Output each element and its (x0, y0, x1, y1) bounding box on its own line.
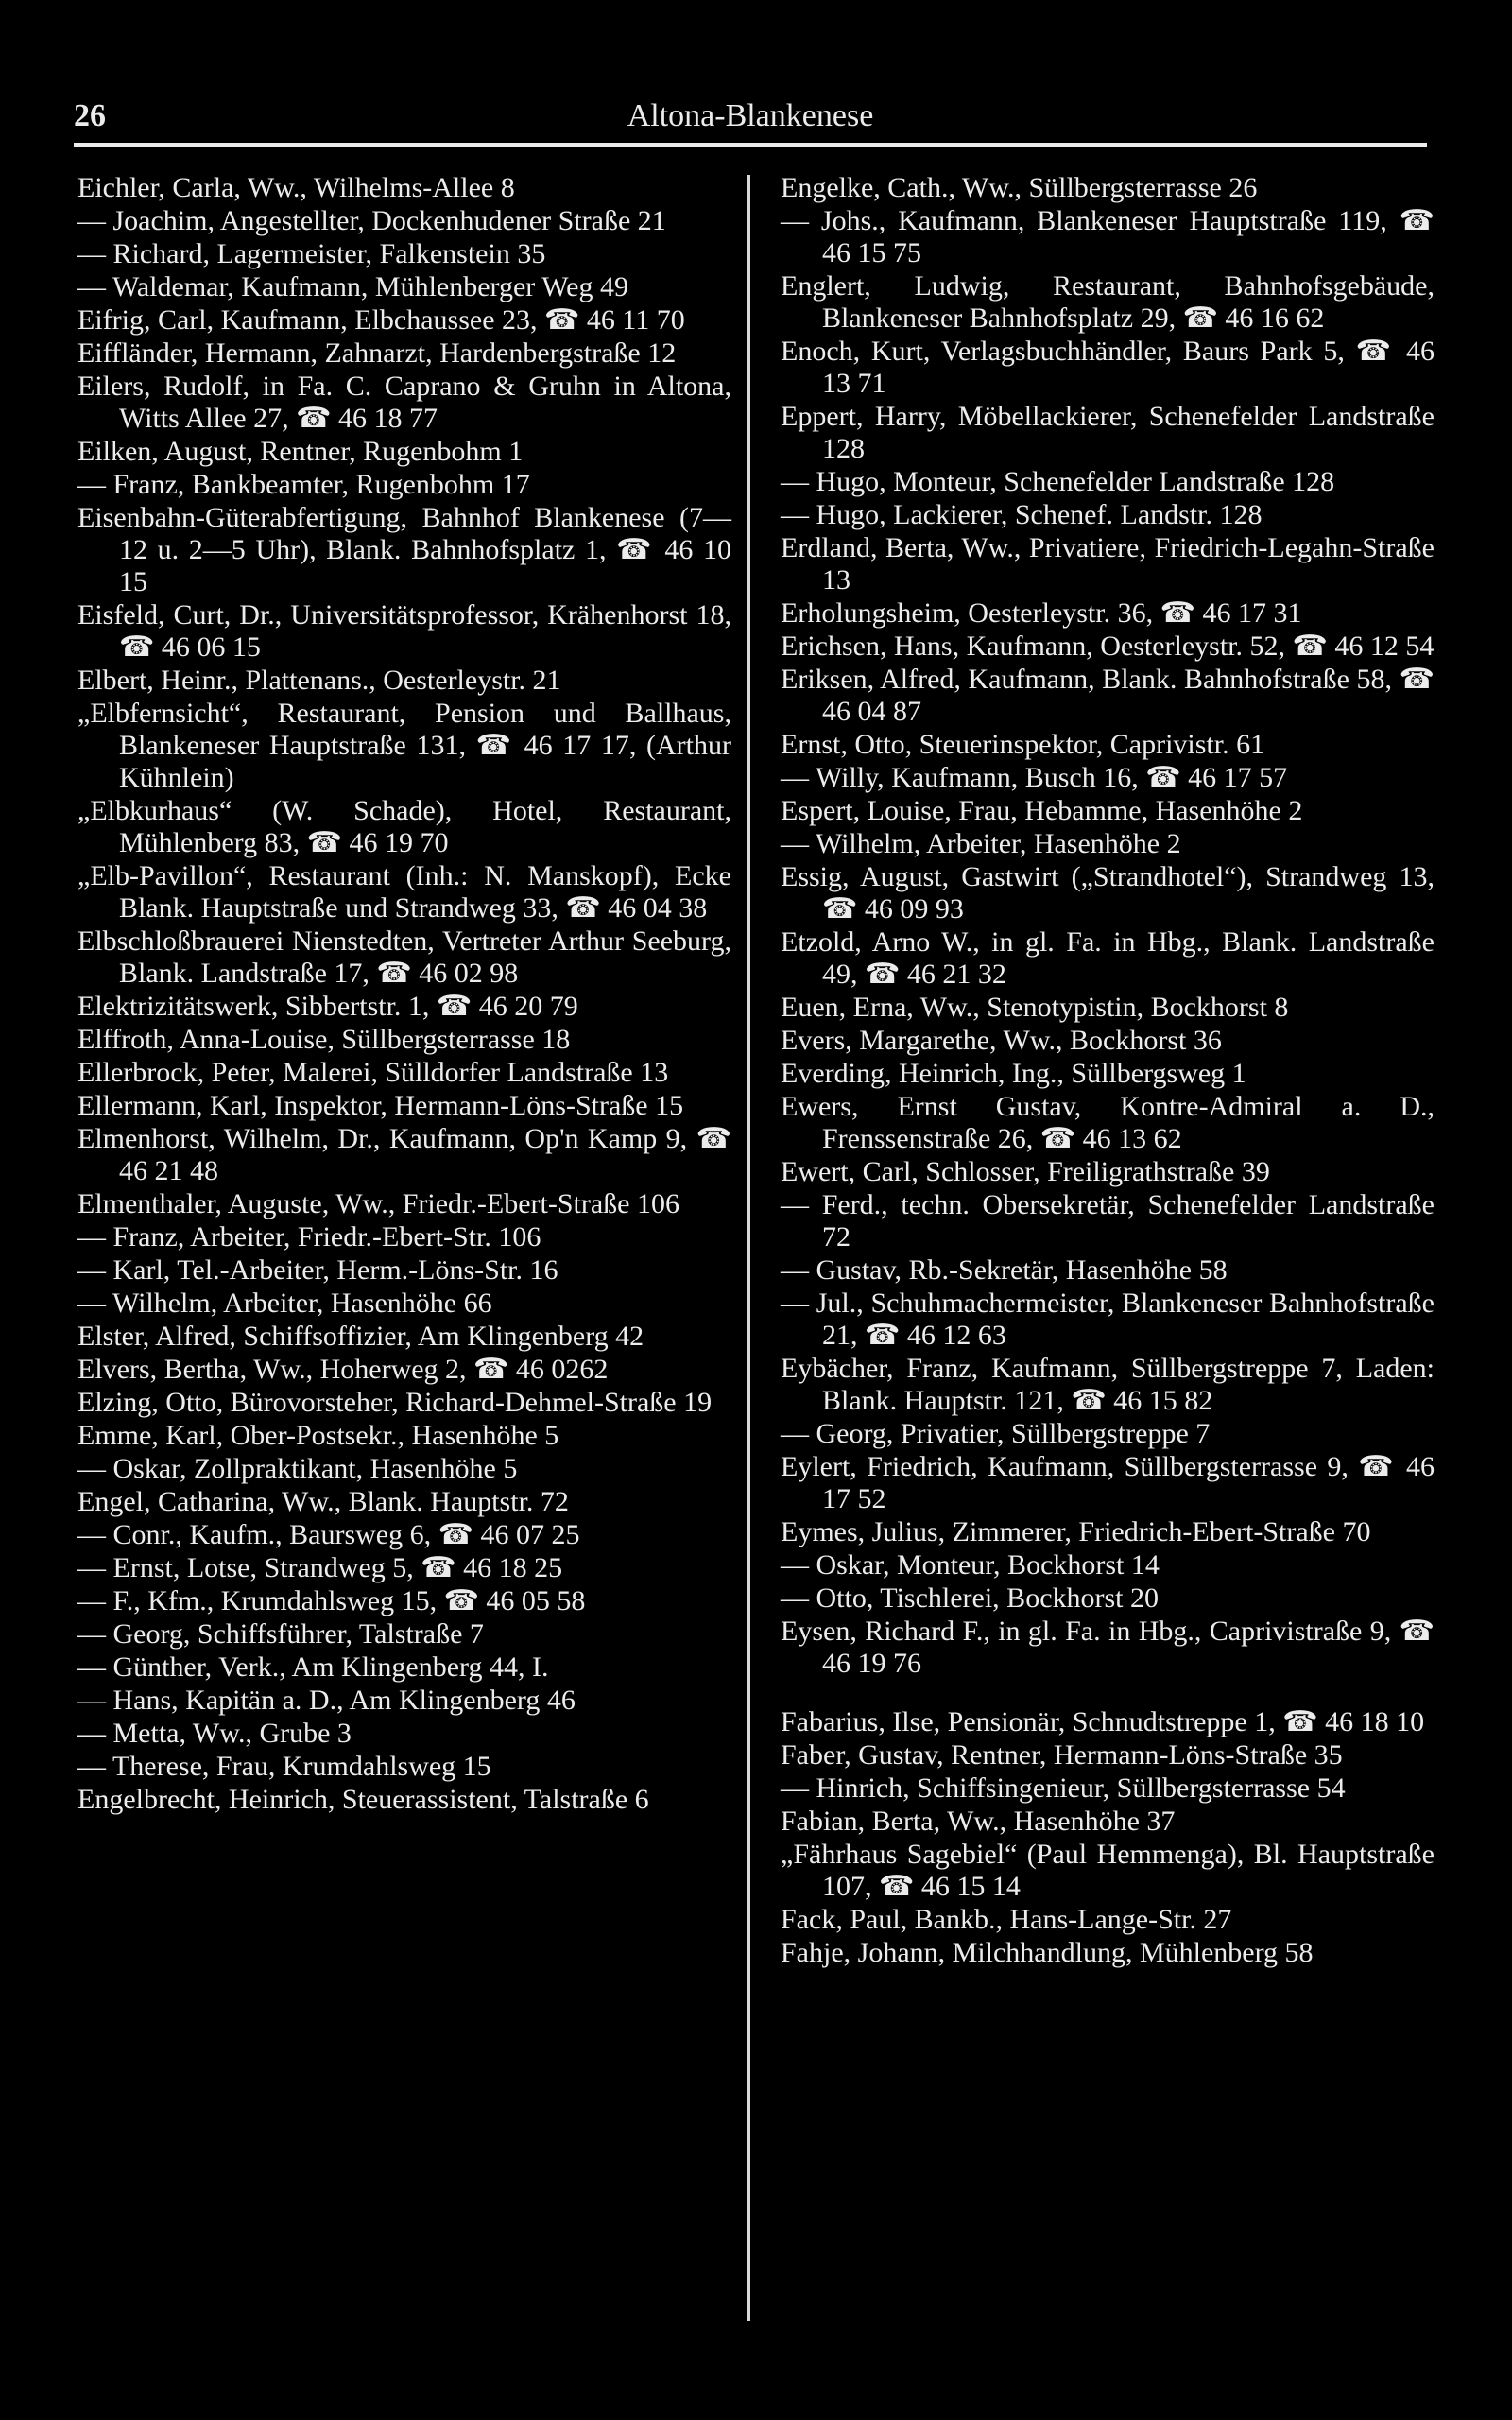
directory-entry: Eppert, Harry, Möbellackierer, Schenefelder Landstraße 128 (781, 401, 1435, 464)
directory-entry: — Johs., Kaufmann, Blankeneser Hauptstraße 119, ☎ 46 15 75 (781, 205, 1435, 268)
directory-entry: Enoch, Kurt, Verlagsbuchhändler, Baurs Park 5, ☎ 46 13 71 (781, 336, 1435, 399)
directory-entry: Elster, Alfred, Schiffsoffizier, Am Klingenberg 42 (77, 1321, 644, 1352)
directory-entry: Espert, Louise, Frau, Hebamme, Hasenhöhe 2 (781, 795, 1303, 826)
directory-entry: Fabarius, Ilse, Pensionär, Schnudtstreppe 1, ☎ 46 18 10 (781, 1706, 1425, 1737)
directory-entry: Erdland, Berta, Ww., Privatiere, Friedrich-Legahn-Straße 13 (781, 532, 1435, 596)
directory-entry: „Elbkurhaus“ (W. Schade), Hotel, Restaurant, Mühlenberg 83, ☎ 46 19 70 (77, 795, 731, 858)
directory-entry: — Franz, Bankbeamter, Rugenbohm 17 (77, 469, 530, 500)
directory-entry: Euen, Erna, Ww., Stenotypistin, Bockhorst 8 (781, 992, 1289, 1023)
directory-entry: — Hinrich, Schiffsingenieur, Süllbergsterrasse 54 (781, 1772, 1346, 1804)
directory-entry: Eylert, Friedrich, Kaufmann, Süllbergsterrasse 9, ☎ 46 17 52 (781, 1451, 1435, 1514)
directory-entry: — Willy, Kaufmann, Busch 16, ☎ 46 17 57 (781, 762, 1288, 793)
directory-entry: — Oskar, Monteur, Bockhorst 14 (781, 1549, 1160, 1581)
directory-entry: Elbschloßbrauerei Nienstedten, Vertreter Arthur Seeburg, Blank. Landstraße 17, ☎ 46 02 98 (77, 925, 731, 989)
page-number: 26 (74, 98, 106, 133)
directory-entry: Elffroth, Anna-Louise, Süllbergsterrasse 18 (77, 1024, 571, 1055)
directory-entry: — Conr., Kaufm., Baursweg 6, ☎ 46 07 25 (77, 1519, 580, 1550)
directory-entry: Fahje, Johann, Milchhandlung, Mühlenberg 58 (781, 1937, 1314, 1968)
directory-entry: Engel, Catharina, Ww., Blank. Hauptstr. 72 (77, 1486, 569, 1517)
directory-entry: — Waldemar, Kaufmann, Mühlenberger Weg 49 (77, 271, 628, 302)
directory-entry: Eichler, Carla, Ww., Wilhelms-Allee 8 (77, 172, 515, 203)
directory-entry: — Hugo, Lackierer, Schenef. Landstr. 128 (781, 499, 1263, 530)
directory-entry: Engelke, Cath., Ww., Süllbergsterrasse 26 (781, 172, 1258, 203)
directory-entry: — Karl, Tel.-Arbeiter, Herm.-Löns-Str. 16 (77, 1254, 558, 1286)
directory-entry: — Joachim, Angestellter, Dockenhudener Straße 21 (77, 205, 666, 236)
directory-entry: Ewert, Carl, Schlosser, Freiligrathstraße 39 (781, 1156, 1270, 1187)
directory-entry: Eilken, August, Rentner, Rugenbohm 1 (77, 436, 524, 467)
directory-entry: Eisenbahn-Güterabfertigung, Bahnhof Blankenese (7—12 u. 2—5 Uhr), Blank. Bahnhofsplatz 1, ☎ 46 10 15 (77, 502, 731, 597)
running-title: Altona-Blankenese (627, 98, 874, 133)
directory-entry: Eymes, Julius, Zimmerer, Friedrich-Ebert-Straße 70 (781, 1516, 1371, 1547)
directory-entry: Ernst, Otto, Steuerinspektor, Caprivistr. 61 (781, 729, 1265, 760)
header-rule (74, 143, 1427, 147)
directory-entry: Elbert, Heinr., Plattenans., Oesterleystr. 21 (77, 665, 561, 696)
directory-entry: Eilers, Rudolf, in Fa. C. Caprano & Gruhn in Altona, Witts Allee 27, ☎ 46 18 77 (77, 371, 731, 434)
directory-entry: — Günther, Verk., Am Klingenberg 44, I. (77, 1651, 549, 1683)
directory-entry: „Elbfernsicht“, Restaurant, Pension und Ballhaus, Blankeneser Hauptstraße 131, ☎ 46 17 17, (Arthur Kühnlein) (77, 698, 731, 793)
directory-entry: Faber, Gustav, Rentner, Hermann-Löns-Straße 35 (781, 1739, 1343, 1771)
directory-entry: Elmenhorst, Wilhelm, Dr., Kaufmann, Op'n Kamp 9, ☎ 46 21 48 (77, 1123, 731, 1186)
left-column (77, 172, 731, 1817)
directory-entry: Englert, Ludwig, Restaurant, Bahnhofsgebäude, Blankeneser Bahnhofsplatz 29, ☎ 46 16 62 (781, 270, 1435, 334)
directory-entry: Ellerbrock, Peter, Malerei, Sülldorfer Landstraße 13 (77, 1057, 669, 1088)
directory-entry: Etzold, Arno W., in gl. Fa. in Hbg., Blank. Landstraße 49, ☎ 46 21 32 (781, 926, 1435, 990)
directory-entry: Engelbrecht, Heinrich, Steuerassistent, Talstraße 6 (77, 1784, 649, 1815)
directory-entry: Eisfeld, Curt, Dr., Universitätsprofessor, Krähenhorst 18, ☎ 46 06 15 (77, 599, 731, 663)
directory-entry: Eysen, Richard F., in gl. Fa. in Hbg., Caprivistraße 9, ☎ 46 19 76 (781, 1616, 1435, 1679)
directory-entry: Eiffländer, Hermann, Zahnarzt, Hardenbergstraße 12 (77, 337, 677, 369)
directory-entry: „Elb-Pavillon“, Restaurant (Inh.: N. Manskopf), Ecke Blank. Hauptstraße und Strandweg 33, ☎ 46 04 38 (77, 860, 731, 924)
directory-entry: — Jul., Schuhmachermeister, Blankeneser Bahnhofstraße 21, ☎ 46 12 63 (781, 1288, 1435, 1351)
directory-entry: Essig, August, Gastwirt („Strandhotel“), Strandweg 13, ☎ 46 09 93 (781, 861, 1435, 925)
directory-entry: — Hans, Kapitän a. D., Am Klingenberg 46 (77, 1685, 576, 1716)
directory-entry: — Ferd., techn. Obersekretär, Schenefelder Landstraße 72 (781, 1189, 1435, 1253)
directory-entry: — Gustav, Rb.-Sekretär, Hasenhöhe 58 (781, 1254, 1228, 1286)
directory-entry: — Metta, Ww., Grube 3 (77, 1718, 352, 1749)
directory-entry: — Wilhelm, Arbeiter, Hasenhöhe 66 (77, 1288, 492, 1319)
directory-entry: Eybächer, Franz, Kaufmann, Süllbergstreppe 7, Laden: Blank. Hauptstr. 121, ☎ 46 15 82 (781, 1353, 1435, 1416)
directory-entry: — Georg, Schiffsführer, Talstraße 7 (77, 1618, 484, 1650)
directory-entry: Fabian, Berta, Ww., Hasenhöhe 37 (781, 1806, 1176, 1837)
directory-entry: Fack, Paul, Bankb., Hans-Lange-Str. 27 (781, 1904, 1232, 1935)
right-column (781, 172, 1435, 1970)
directory-entry: — Ernst, Lotse, Strandweg 5, ☎ 46 18 25 (77, 1552, 563, 1583)
directory-entry: Emme, Karl, Ober-Postsekr., Hasenhöhe 5 (77, 1420, 559, 1451)
page-header (74, 98, 1427, 142)
directory-entry: — Franz, Arbeiter, Friedr.-Ebert-Str. 106 (77, 1221, 541, 1253)
directory-entry: Elvers, Bertha, Ww., Hoherweg 2, ☎ 46 0262 (77, 1354, 609, 1385)
directory-entry: Erichsen, Hans, Kaufmann, Oesterleystr. 52, ☎ 46 12 54 (781, 631, 1435, 662)
directory-entry: Elektrizitätswerk, Sibbertstr. 1, ☎ 46 20 79 (77, 991, 578, 1022)
directory-entry: — Otto, Tischlerei, Bockhorst 20 (781, 1582, 1160, 1614)
directory-entry: Ellermann, Karl, Inspektor, Hermann-Löns-Straße 15 (77, 1090, 684, 1121)
directory-entry: — Oskar, Zollpraktikant, Hasenhöhe 5 (77, 1453, 518, 1484)
directory-entry: Ewers, Ernst Gustav, Kontre-Admiral a. D., Frenssenstraße 26, ☎ 46 13 62 (781, 1091, 1435, 1154)
directory-entry: — Georg, Privatier, Süllbergstreppe 7 (781, 1418, 1211, 1449)
directory-entry: Erholungsheim, Oesterleystr. 36, ☎ 46 17 31 (781, 597, 1302, 629)
directory-entry: Everding, Heinrich, Ing., Süllbergsweg 1 (781, 1058, 1246, 1089)
directory-entry: Eriksen, Alfred, Kaufmann, Blank. Bahnhofstraße 58, ☎ 46 04 87 (781, 664, 1435, 727)
directory-entry: „Fährhaus Sagebiel“ (Paul Hemmenga), Bl. Hauptstraße 107, ☎ 46 15 14 (781, 1839, 1435, 1902)
directory-entry: Evers, Margarethe, Ww., Bockhorst 36 (781, 1025, 1222, 1056)
directory-entry: — Wilhelm, Arbeiter, Hasenhöhe 2 (781, 828, 1181, 859)
directory-entry: Elzing, Otto, Bürovorsteher, Richard-Dehmel-Straße 19 (77, 1387, 713, 1418)
directory-entry: Eifrig, Carl, Kaufmann, Elbchaussee 23, ☎ 46 11 70 (77, 304, 685, 336)
directory-entry: — F., Kfm., Krumdahlsweg 15, ☎ 46 05 58 (77, 1585, 586, 1616)
directory-entry: Elmenthaler, Auguste, Ww., Friedr.-Ebert-Straße 106 (77, 1188, 679, 1219)
directory-entry: — Hugo, Monteur, Schenefelder Landstraße 128 (781, 466, 1335, 497)
column-divider (747, 175, 750, 2321)
directory-entry: — Richard, Lagermeister, Falkenstein 35 (77, 238, 546, 269)
directory-entry: — Therese, Frau, Krumdahlsweg 15 (77, 1751, 491, 1782)
